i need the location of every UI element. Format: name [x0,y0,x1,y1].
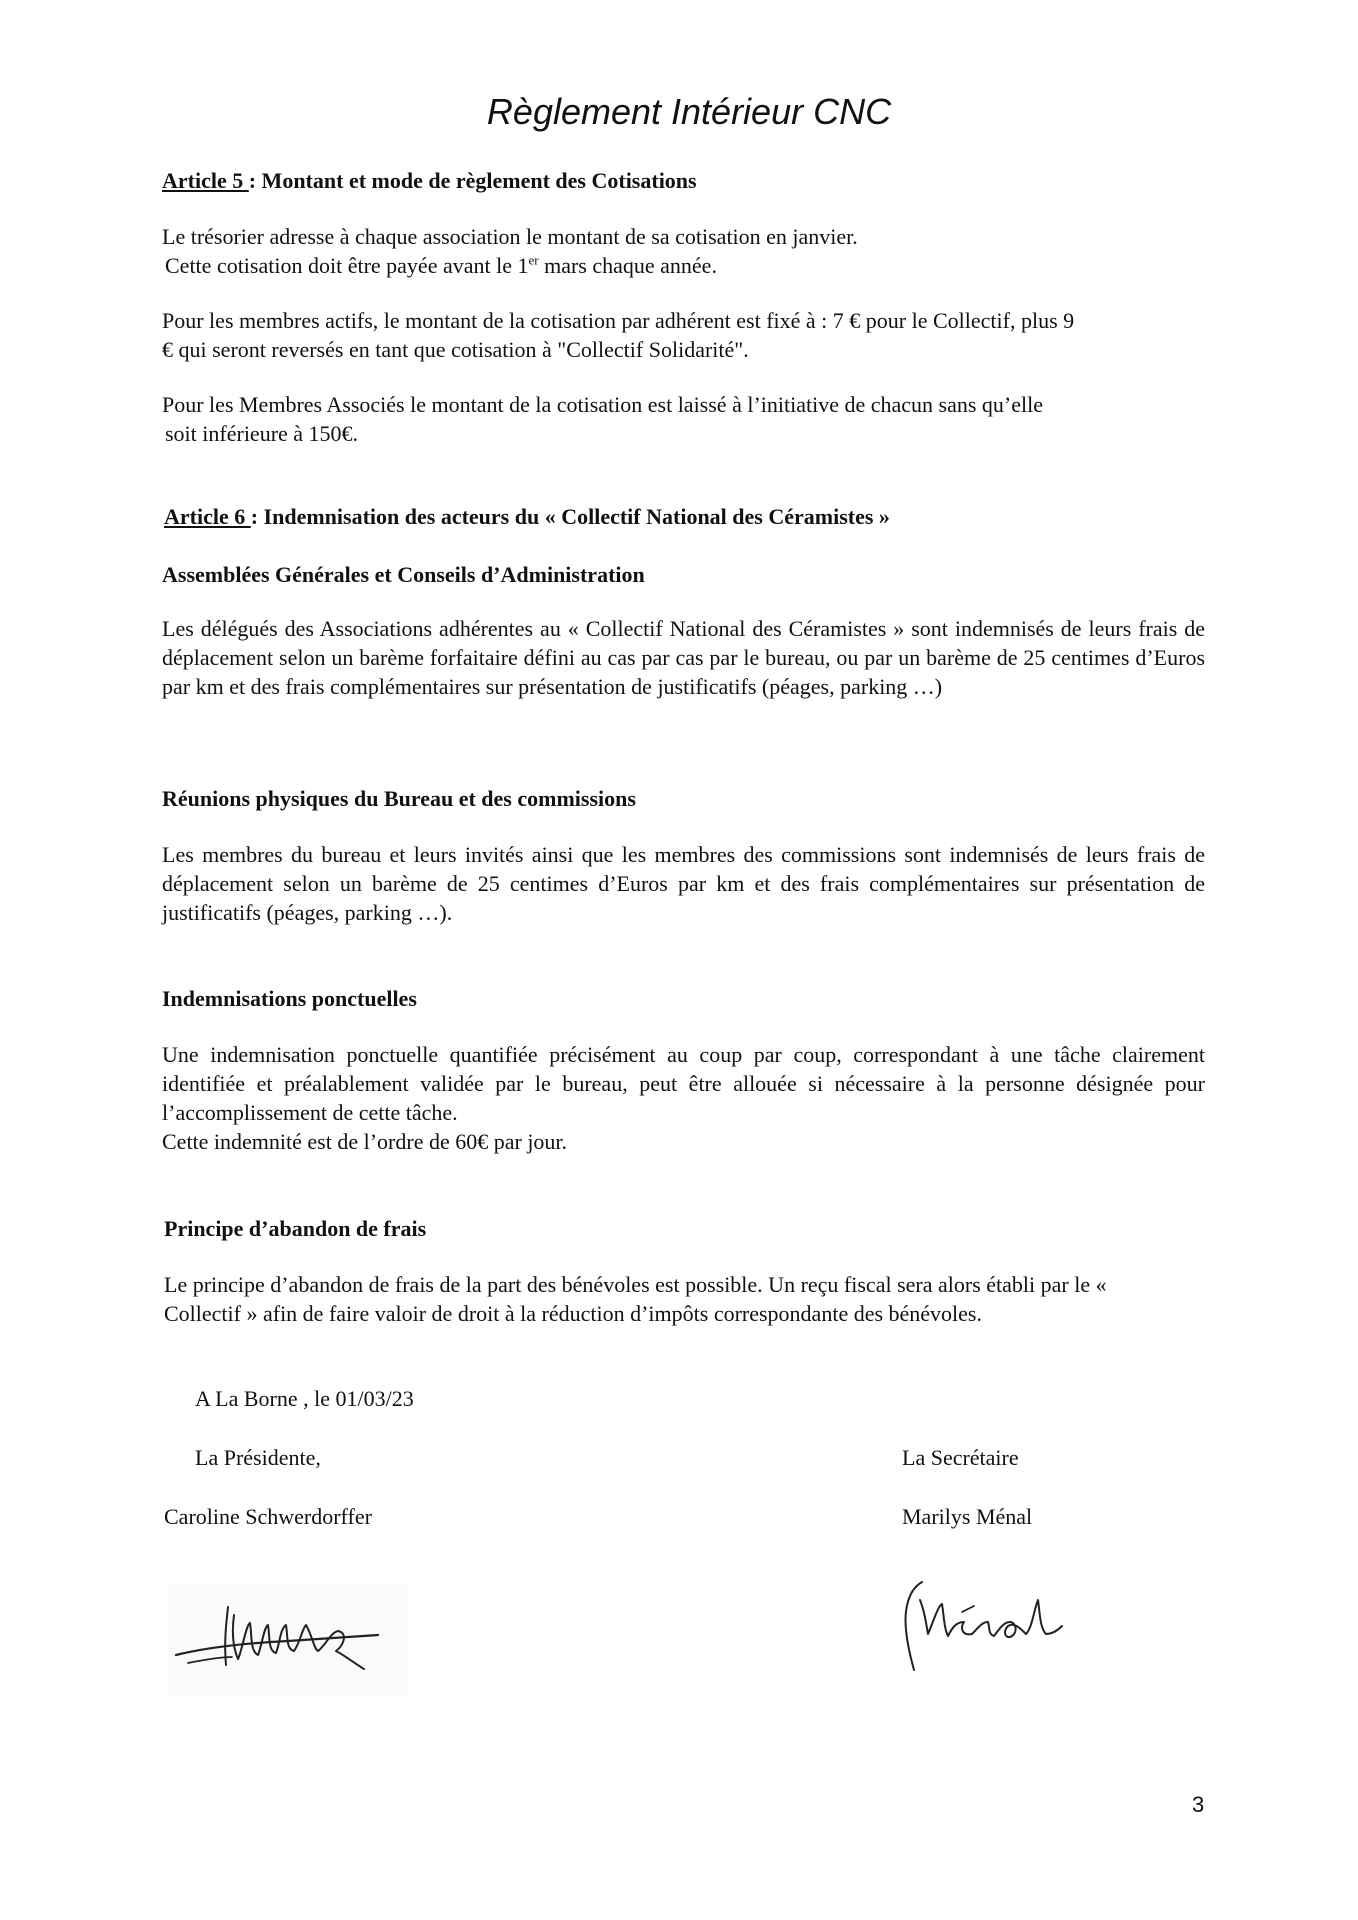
page-title-text: Règlement Intérieur CNC [486,91,892,132]
president-signature-image [168,1585,408,1695]
article-5-p1-line-1: Le trésorier adresse à chaque association le montant de sa cotisation en janvier. [162,224,858,249]
section-text-reunions: Les membres du bureau et leurs invités ainsi que les membres des commissions sont indemnisés de leurs frais de déplacement selon un barème de 25 centimes d’Euros par km et des frais complémentaires sur présentation de justificatifs (péages, parking …). [162,842,1205,925]
place-date: A La Borne , le 01/03/23 [195,1386,414,1411]
president-name: Caroline Schwerdorffer [164,1504,372,1529]
article-5-p2-line-2: € qui seront reversés en tant que cotisation à "Collectif Solidarité". [162,337,749,362]
secretary-role: La Secrétaire [902,1445,1019,1470]
article-5-paragraph-3 [162,390,1205,448]
section-text-assemblees: Les délégués des Associations adhérentes au « Collectif National des Céramistes » sont indemnisés de leurs frais de déplacement selon un barème forfaitaire défini au cas par cas par le bureau, ou par un barème de 25 centimes d’Euros par km et des frais complémentaires sur présentation de justificatifs (péages, parking …) [162,616,1205,699]
article-5-p1-line-2b: mars chaque année. [538,253,717,278]
section-heading-reunions: Réunions physiques du Bureau et des commissions [162,786,636,811]
article-5-title: : Montant et mode de règlement des Cotisations [248,168,697,193]
article-5-p2-line-1: Pour les membres actifs, le montant de la cotisation par adhérent est fixé à : 7 € pour le Collectif, plus 9 [162,308,1075,333]
section-text-indemnisations: Une indemnisation ponctuelle quantifiée précisément au coup par coup, correspondant à une tâche clairement identifiée et préalablement validée par le bureau, peut être allouée si nécessaire à la personne désignée pour l’accomplissement de cette tâche. [162,1042,1205,1125]
article-6-label: Article 6 [164,504,251,529]
page-title [0,92,1358,132]
secretary-name: Marilys Ménal [902,1504,1033,1529]
article-5-label: Article 5 [162,168,249,193]
article-5-p1-line-2 [162,251,1205,280]
section-heading-abandon: Principe d’abandon de frais [164,1216,427,1241]
section-text-indemnite: Cette indemnité est de l’ordre de 60€ par jour. [162,1129,568,1154]
article-6-heading [164,502,1207,531]
section-text-abandon: Le principe d’abandon de frais de la part des bénévoles est possible. Un reçu fiscal sera alors établi par le « Collectif » afin de faire valoir de droit à la réduction d’impôts correspondante des bénévoles. [164,1272,1107,1326]
article-5-p3-line-1: Pour les Membres Associés le montant de la cotisation est laissé à l’initiative de chacun sans qu’elle [162,392,1043,417]
secretary-signature-image [892,1570,1072,1680]
article-5-p1-line-2a: Cette cotisation doit être payée avant le 1 [165,253,529,278]
article-5-heading [162,166,1205,195]
president-role: La Présidente, [195,1445,321,1470]
article-5-paragraph-2 [162,306,1205,364]
article-6-title: : Indemnisation des acteurs du « Collectif National des Céramistes » [250,504,890,529]
ordinal-superscript: er [528,252,539,268]
section-heading-assemblees: Assemblées Générales et Conseils d’Administration [162,562,645,587]
article-5-paragraph-1 [162,222,1205,280]
article-5-p3-line-2: soit inférieure à 150€. [165,421,359,446]
section-heading-indemnisations: Indemnisations ponctuelles [162,986,417,1011]
page-number: 3 [1192,1792,1205,1817]
